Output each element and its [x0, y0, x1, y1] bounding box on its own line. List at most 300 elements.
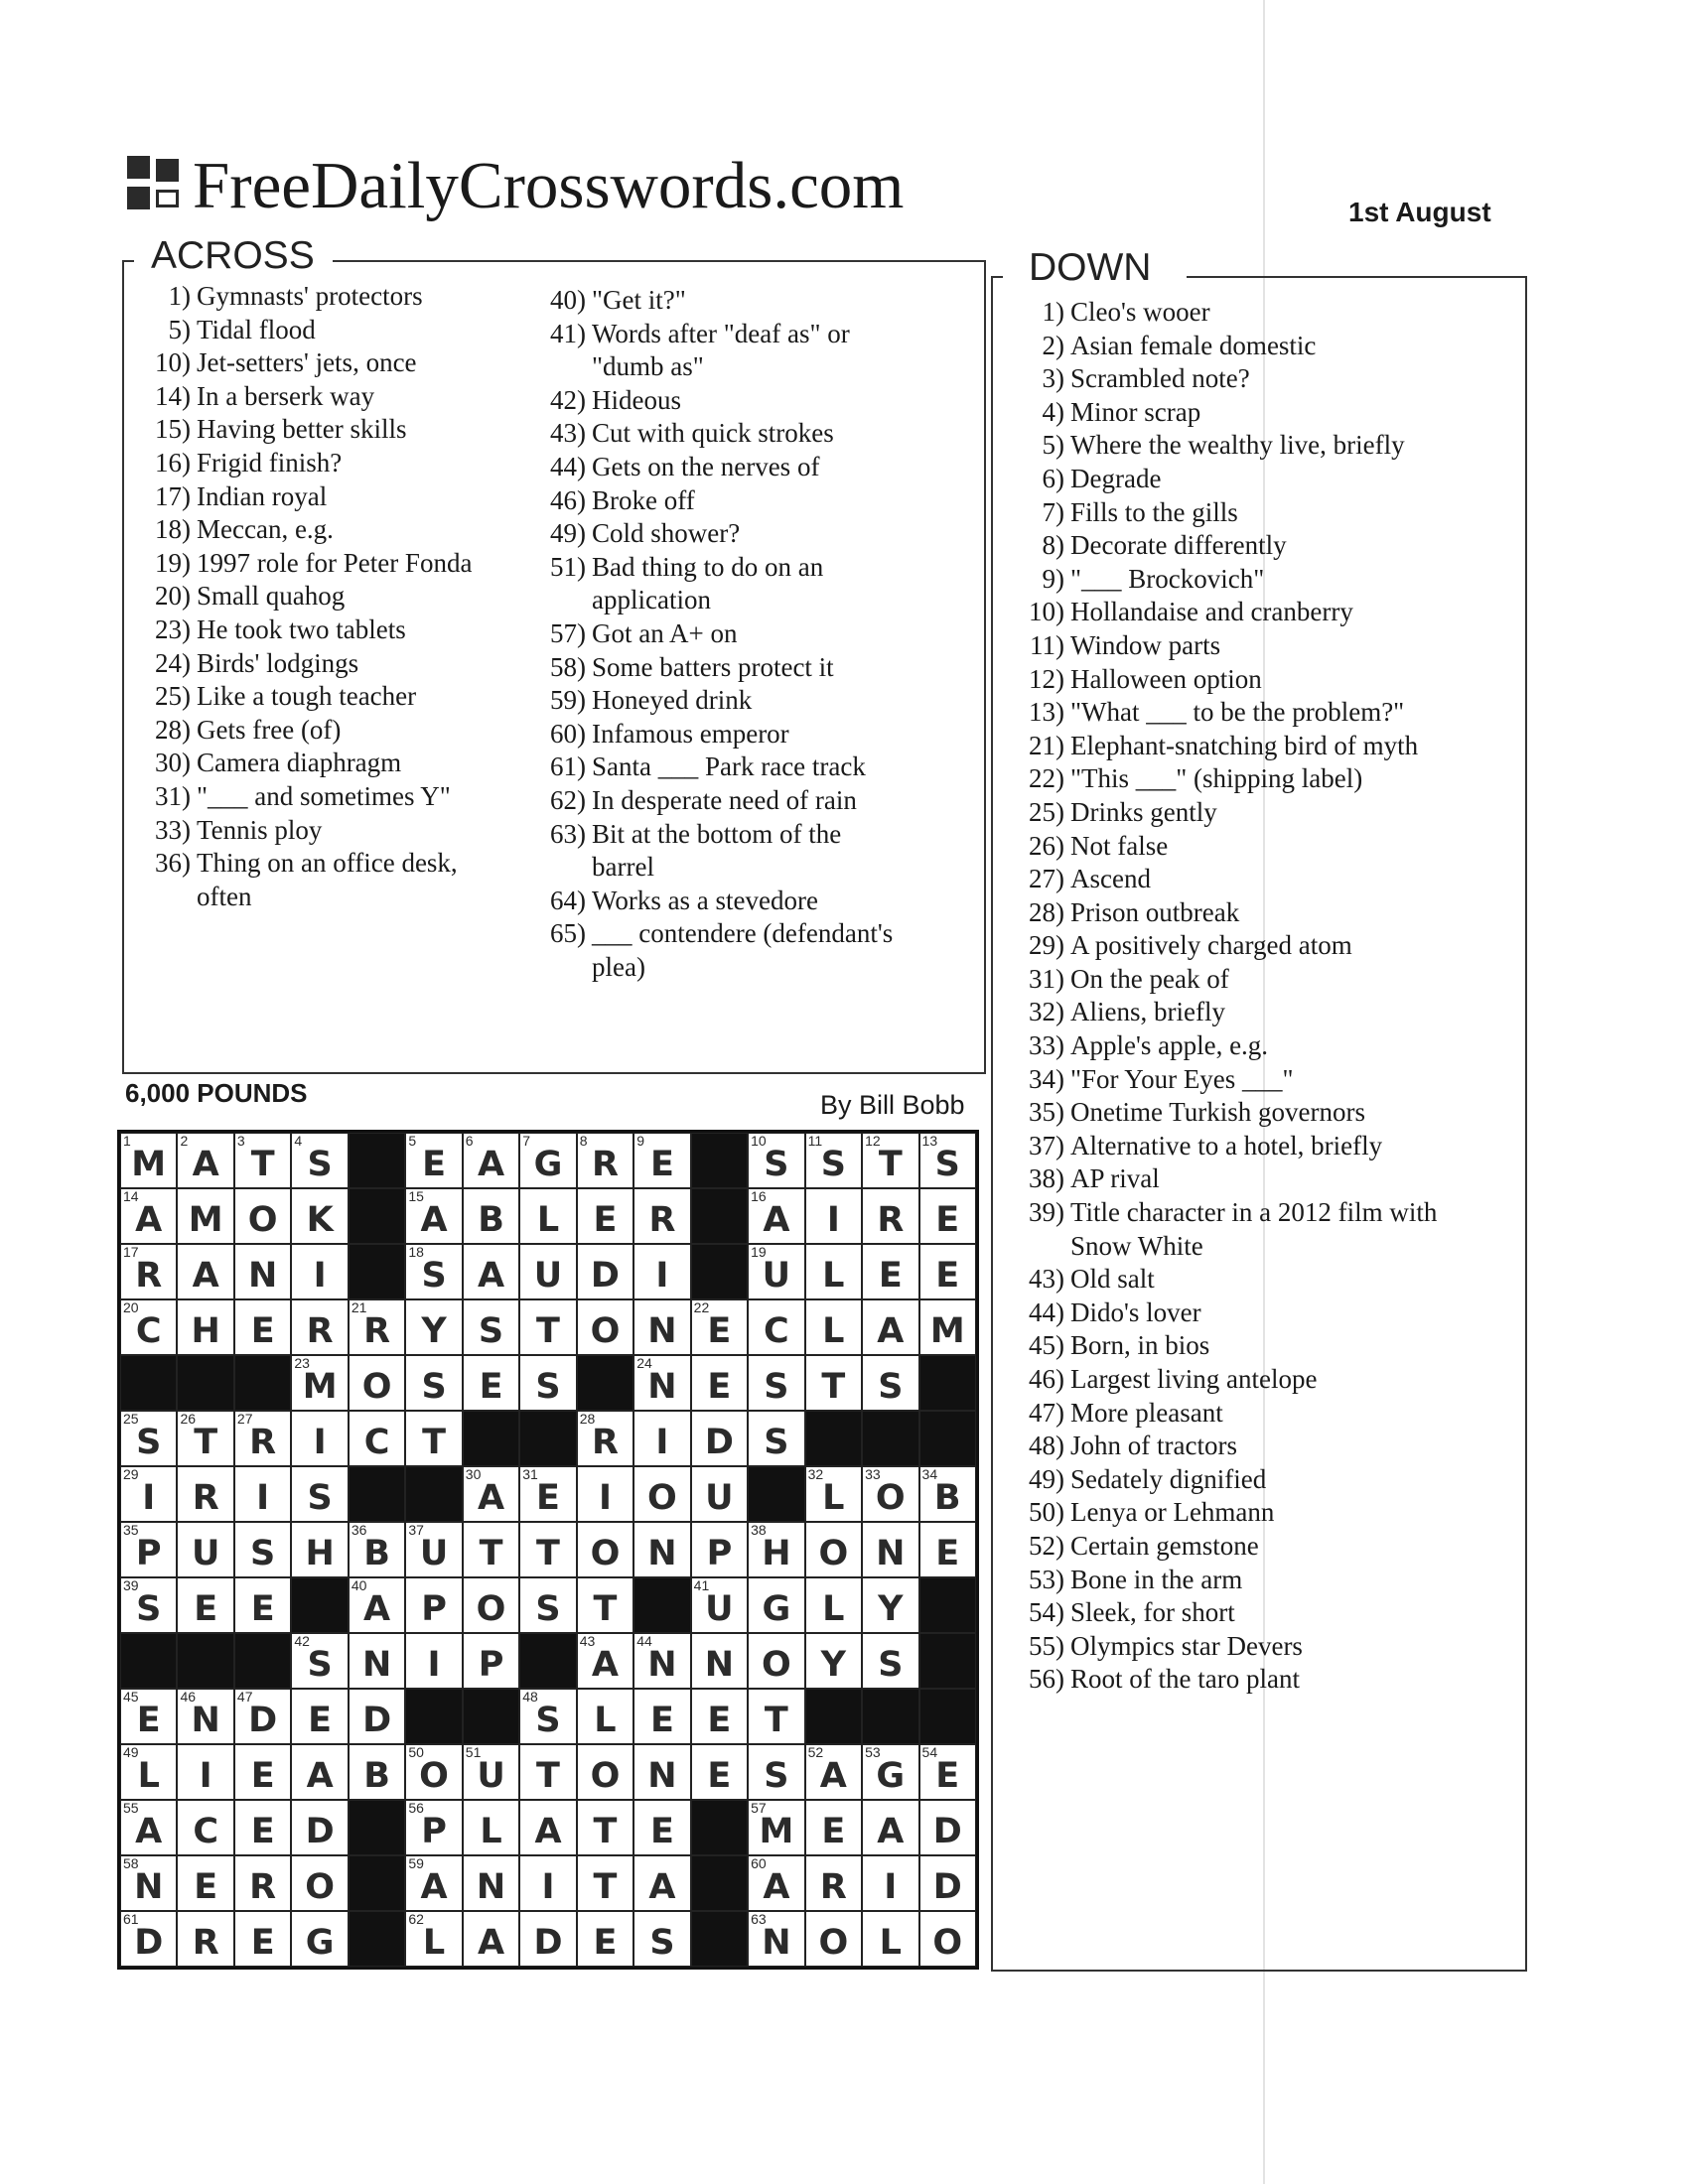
cell-letter: O	[476, 1589, 506, 1629]
grid-cell	[805, 1355, 862, 1411]
grid-cell	[805, 1633, 862, 1689]
cell-letter: O	[932, 1923, 963, 1963]
clue-text-cont: plea)	[592, 951, 645, 982]
grid-cell	[234, 1744, 291, 1800]
cell-letter: E	[250, 1812, 275, 1851]
clue-number: 31)	[1029, 963, 1064, 994]
cell-letter: E	[250, 1756, 275, 1796]
clue-continuation	[544, 851, 893, 885]
clue-number: 5)	[1042, 430, 1064, 461]
black-square	[349, 1466, 405, 1522]
clue-item	[544, 718, 893, 751]
cell-letter: A	[420, 1867, 448, 1907]
cell-letter: B	[363, 1534, 390, 1573]
grid-cell	[291, 1411, 348, 1466]
black-square	[349, 1244, 405, 1299]
cell-letter: N	[647, 1534, 677, 1573]
grid-cell	[177, 1299, 233, 1355]
cell-number: 5	[408, 1133, 417, 1149]
cell-number: 46	[180, 1689, 197, 1705]
cell-letter: O	[419, 1756, 449, 1796]
cell-letter: U	[705, 1478, 734, 1518]
cell-letter: H	[762, 1534, 791, 1573]
cell-letter: R	[249, 1867, 277, 1907]
black-square	[349, 1800, 405, 1855]
grid-cell	[577, 1689, 633, 1744]
cell-letter: I	[598, 1478, 612, 1518]
cell-letter: H	[191, 1311, 220, 1351]
clue-text: Broke off	[592, 484, 695, 515]
cell-letter: A	[135, 1200, 163, 1240]
grid-cell	[120, 1744, 177, 1800]
clue-item	[1023, 1130, 1437, 1163]
clue-item	[1023, 1397, 1437, 1431]
clue-number: 43)	[550, 418, 586, 449]
clue-number: 62)	[550, 784, 586, 815]
cell-letter: D	[305, 1812, 335, 1851]
grid-cell	[577, 1466, 633, 1522]
cell-letter: R	[135, 1256, 163, 1296]
clue-text: Tidal flood	[197, 314, 316, 344]
grid-cell	[234, 1188, 291, 1244]
cell-letter: H	[305, 1534, 335, 1573]
clue-item	[1023, 1564, 1437, 1597]
clue-text: Onetime Turkish governors	[1070, 1097, 1365, 1128]
grid-cell	[405, 1299, 462, 1355]
cell-letter: M	[131, 1145, 167, 1184]
cell-letter: A	[877, 1812, 905, 1851]
black-square	[919, 1411, 976, 1466]
grid-cell	[463, 1522, 519, 1577]
grid-cell	[463, 1466, 519, 1522]
grid-cell	[234, 1800, 291, 1855]
cell-letter: T	[878, 1145, 903, 1184]
clue-number: 34)	[1029, 1063, 1064, 1094]
grid-cell	[633, 1188, 690, 1244]
grid-cell	[519, 1244, 576, 1299]
clue-item	[544, 417, 893, 451]
grid-cell	[577, 1911, 633, 1967]
black-square	[805, 1411, 862, 1466]
clue-text: Cold shower?	[592, 518, 741, 549]
grid-cell	[177, 1855, 233, 1911]
cell-letter: A	[477, 1145, 505, 1184]
cell-letter: S	[136, 1589, 162, 1629]
clue-number: 55)	[1029, 1630, 1064, 1661]
grid-cell	[519, 1188, 576, 1244]
cell-letter: O	[590, 1756, 621, 1796]
clue-text: Cleo's wooer	[1070, 297, 1210, 327]
clue-text: Gymnasts' protectors	[197, 281, 423, 311]
grid-cell	[177, 1133, 233, 1188]
cell-letter: E	[250, 1923, 275, 1963]
clue-text: Having better skills	[197, 414, 407, 445]
black-square	[405, 1689, 462, 1744]
clue-item	[544, 318, 893, 351]
cell-letter: E	[935, 1256, 960, 1296]
clue-text: Halloween option	[1070, 663, 1262, 694]
cell-letter: P	[478, 1645, 504, 1685]
cell-number: 62	[408, 1911, 424, 1927]
cell-letter: I	[313, 1256, 327, 1296]
grid-cell	[234, 1522, 291, 1577]
grid-cell	[691, 1466, 748, 1522]
clue-text: Scrambled note?	[1070, 363, 1250, 394]
grid-cell	[862, 1133, 918, 1188]
clue-text: Not false	[1070, 830, 1169, 861]
cell-letter: I	[199, 1756, 212, 1796]
cell-letter: U	[477, 1756, 505, 1796]
cell-letter: E	[136, 1701, 161, 1740]
grid-cell	[291, 1633, 348, 1689]
cell-number: 13	[921, 1133, 938, 1149]
grid-cell	[519, 1522, 576, 1577]
grid-cell	[919, 1299, 976, 1355]
clue-item	[149, 480, 472, 514]
clue-number: 14)	[155, 380, 191, 411]
cell-letter: I	[256, 1478, 270, 1518]
clue-item	[1023, 1297, 1437, 1330]
grid-cell	[919, 1188, 976, 1244]
grid-cell	[519, 1299, 576, 1355]
clue-number: 10)	[155, 347, 191, 378]
grid-cell	[748, 1299, 804, 1355]
black-square	[691, 1133, 748, 1188]
clue-item	[1023, 396, 1437, 430]
clue-item	[149, 580, 472, 614]
black-square	[349, 1188, 405, 1244]
black-square	[519, 1633, 576, 1689]
clue-number: 47)	[1029, 1397, 1064, 1428]
clue-text: Jet-setters' jets, once	[197, 347, 417, 378]
clue-item	[1023, 1463, 1437, 1497]
cell-letter: A	[648, 1867, 676, 1907]
clue-item	[1023, 963, 1437, 997]
cell-letter: S	[764, 1367, 789, 1407]
grid-cell	[177, 1411, 233, 1466]
cell-letter: A	[477, 1256, 505, 1296]
grid-cell	[577, 1188, 633, 1244]
cell-letter: T	[593, 1589, 618, 1629]
cell-letter: N	[762, 1923, 791, 1963]
cell-letter: A	[135, 1812, 163, 1851]
clue-text-cont: application	[592, 585, 711, 615]
cell-number: 54	[921, 1744, 938, 1760]
clue-continuation	[544, 584, 893, 617]
cell-letter: D	[362, 1701, 392, 1740]
grid-cell	[748, 1855, 804, 1911]
clue-item	[544, 517, 893, 551]
clue-text: Old salt	[1070, 1264, 1155, 1295]
clue-number: 44)	[550, 451, 586, 481]
black-square	[463, 1411, 519, 1466]
clue-text: Hideous	[592, 384, 681, 415]
black-square	[805, 1689, 862, 1744]
clue-text: Aliens, briefly	[1070, 997, 1225, 1027]
cell-letter: P	[421, 1589, 447, 1629]
cell-letter: O	[875, 1478, 906, 1518]
grid-cell	[519, 1577, 576, 1633]
grid-cell	[291, 1522, 348, 1577]
clue-number: 49)	[1029, 1463, 1064, 1494]
black-square	[234, 1355, 291, 1411]
clue-item	[1023, 529, 1437, 563]
black-square	[919, 1689, 976, 1744]
grid-cell	[405, 1133, 462, 1188]
clue-text-cont: "dumb as"	[592, 351, 704, 382]
clue-number: 50)	[1029, 1497, 1064, 1528]
clue-item	[544, 784, 893, 818]
grid-cell	[805, 1577, 862, 1633]
cell-letter: I	[427, 1645, 441, 1685]
cell-letter: E	[422, 1145, 447, 1184]
grid-cell	[919, 1744, 976, 1800]
cell-number: 3	[236, 1133, 245, 1149]
clue-number: 21)	[1029, 730, 1064, 760]
clue-text: Frigid finish?	[197, 447, 343, 478]
black-square	[405, 1466, 462, 1522]
black-square	[463, 1689, 519, 1744]
grid-cell	[805, 1133, 862, 1188]
clue-item	[1023, 429, 1437, 463]
grid-cell	[463, 1299, 519, 1355]
clue-number: 23)	[155, 614, 191, 644]
cell-number: 38	[751, 1522, 767, 1538]
clue-item	[1023, 1496, 1437, 1530]
cell-letter: L	[822, 1256, 845, 1296]
clue-text: Where the wealthy live, briefly	[1070, 430, 1405, 461]
clue-item	[1023, 596, 1437, 629]
cell-letter: P	[135, 1534, 162, 1573]
clue-text: Camera diaphragm	[197, 748, 402, 778]
clue-number: 56)	[1029, 1664, 1064, 1695]
clue-item	[544, 684, 893, 718]
cell-letter: B	[363, 1756, 390, 1796]
clue-number: 5)	[168, 314, 191, 344]
clue-item	[544, 617, 893, 651]
cell-number: 50	[408, 1744, 424, 1760]
cell-number: 36	[351, 1522, 367, 1538]
grid-cell	[691, 1299, 748, 1355]
grid-cell	[805, 1466, 862, 1522]
grid-cell	[405, 1911, 462, 1967]
cell-letter: I	[541, 1867, 555, 1907]
cell-letter: D	[704, 1423, 734, 1462]
clue-text: Small quahog	[197, 581, 346, 612]
grid-cell	[291, 1188, 348, 1244]
clue-text: Bone in the arm	[1070, 1564, 1243, 1594]
clue-text: Ascend	[1070, 864, 1151, 894]
clue-number: 64)	[550, 885, 586, 915]
black-square	[919, 1355, 976, 1411]
cell-number: 1	[123, 1133, 131, 1149]
cell-letter: G	[533, 1145, 563, 1184]
black-square	[748, 1466, 804, 1522]
grid-cell	[919, 1133, 976, 1188]
grid-cell	[633, 1800, 690, 1855]
cell-letter: Y	[878, 1589, 904, 1629]
cell-number: 56	[408, 1800, 424, 1816]
cell-letter: O	[247, 1200, 278, 1240]
cell-letter: S	[878, 1645, 904, 1685]
cell-number: 9	[636, 1133, 644, 1149]
cell-letter: S	[878, 1367, 904, 1407]
cell-letter: D	[932, 1867, 962, 1907]
clue-item	[544, 818, 893, 852]
cell-letter: U	[419, 1534, 449, 1573]
clue-item	[1023, 1063, 1437, 1097]
cell-letter: A	[819, 1756, 847, 1796]
cell-number: 51	[465, 1744, 482, 1760]
cell-letter: O	[590, 1311, 621, 1351]
clue-number: 3)	[1042, 363, 1064, 394]
grid-cell	[805, 1188, 862, 1244]
cell-number: 20	[123, 1299, 139, 1315]
cell-number: 11	[807, 1133, 823, 1149]
cell-letter: D	[134, 1923, 164, 1963]
clue-item	[1023, 362, 1437, 396]
cell-number: 31	[522, 1466, 538, 1482]
cell-letter: D	[248, 1701, 278, 1740]
clue-item	[149, 814, 472, 848]
grid-cell	[691, 1689, 748, 1744]
grid-cell	[577, 1633, 633, 1689]
black-square	[177, 1355, 233, 1411]
clue-item	[149, 547, 472, 581]
grid-cell	[291, 1911, 348, 1967]
clue-text: Degrade	[1070, 463, 1162, 493]
clue-text: A positively charged atom	[1070, 930, 1352, 961]
clue-number: 39)	[1029, 1197, 1064, 1228]
cell-letter: T	[536, 1534, 560, 1573]
clue-text: Thing on an office desk,	[197, 848, 458, 879]
cell-letter: A	[591, 1645, 619, 1685]
clue-item	[149, 647, 472, 681]
grid-cell	[691, 1411, 748, 1466]
cell-letter: S	[421, 1367, 447, 1407]
cell-number: 10	[751, 1133, 767, 1149]
clue-number: 1)	[168, 281, 191, 311]
clue-item	[149, 447, 472, 480]
cell-letter: U	[533, 1256, 563, 1296]
grid-cell	[577, 1577, 633, 1633]
clue-text: Fills to the gills	[1070, 496, 1238, 527]
clue-item	[1023, 996, 1437, 1029]
clue-item	[1023, 762, 1437, 796]
clue-number: 61)	[550, 751, 586, 782]
clue-item	[1023, 1630, 1437, 1664]
cell-letter: M	[188, 1200, 223, 1240]
cell-letter: E	[194, 1589, 218, 1629]
clue-text: Olympics star Devers	[1070, 1630, 1303, 1661]
grid-cell	[463, 1133, 519, 1188]
cell-letter: O	[590, 1534, 621, 1573]
logo-icon	[127, 156, 181, 209]
cell-number: 29	[123, 1466, 139, 1482]
grid-cell	[748, 1522, 804, 1577]
clue-item	[149, 413, 472, 447]
grid-cell	[577, 1244, 633, 1299]
grid-cell	[805, 1299, 862, 1355]
cell-letter: S	[764, 1423, 789, 1462]
clue-text: "___ Brockovich"	[1070, 563, 1265, 594]
grid-cell	[633, 1911, 690, 1967]
clue-item	[1023, 1430, 1437, 1463]
grid-cell	[120, 1855, 177, 1911]
cell-letter: R	[363, 1311, 391, 1351]
clue-continuation	[544, 951, 893, 985]
cell-letter: C	[193, 1812, 219, 1851]
cell-letter: C	[135, 1311, 162, 1351]
grid-cell	[919, 1800, 976, 1855]
clue-text: Sedately dignified	[1070, 1463, 1267, 1494]
cell-letter: L	[822, 1589, 845, 1629]
clue-number: 25)	[1029, 796, 1064, 827]
grid-cell	[349, 1689, 405, 1744]
clue-item	[149, 280, 472, 314]
clue-text: Bit at the bottom of the	[592, 818, 842, 849]
cell-letter: S	[535, 1367, 561, 1407]
cell-letter: P	[706, 1534, 733, 1573]
black-square	[691, 1188, 748, 1244]
grid-cell	[120, 1299, 177, 1355]
grid-cell	[748, 1744, 804, 1800]
grid-cell	[291, 1855, 348, 1911]
clue-number: 15)	[155, 414, 191, 445]
cell-number: 4	[294, 1133, 303, 1149]
clue-number: 33)	[155, 814, 191, 845]
clue-number: 58)	[550, 651, 586, 682]
grid-cell	[120, 1911, 177, 1967]
clue-item	[1023, 863, 1437, 896]
clue-number: 8)	[1042, 530, 1064, 561]
cell-letter: S	[764, 1145, 789, 1184]
clue-number: 29)	[1029, 930, 1064, 961]
grid-cell	[577, 1133, 633, 1188]
grid-cell	[519, 1466, 576, 1522]
grid-cell	[862, 1855, 918, 1911]
clue-item	[1023, 1096, 1437, 1130]
grid-cell	[577, 1411, 633, 1466]
cell-number: 41	[693, 1577, 710, 1593]
cell-letter: A	[534, 1812, 562, 1851]
cell-letter: N	[248, 1256, 278, 1296]
clue-text: Cut with quick strokes	[592, 418, 834, 449]
grid-cell	[463, 1911, 519, 1967]
cell-letter: N	[476, 1867, 506, 1907]
clue-number: 25)	[155, 681, 191, 712]
clue-item	[1023, 1363, 1437, 1397]
black-square	[577, 1355, 633, 1411]
grid-cell	[234, 1577, 291, 1633]
cell-letter: E	[250, 1589, 275, 1629]
cell-letter: E	[194, 1867, 218, 1907]
clue-text: Birds' lodgings	[197, 647, 359, 678]
grid-cell	[633, 1633, 690, 1689]
black-square	[349, 1911, 405, 1967]
black-square	[349, 1133, 405, 1188]
clue-item	[1023, 1596, 1437, 1630]
clue-item	[544, 384, 893, 418]
clue-number: 45)	[1029, 1330, 1064, 1361]
clue-number: 44)	[1029, 1297, 1064, 1327]
cell-letter: E	[593, 1200, 618, 1240]
grid-cell	[463, 1244, 519, 1299]
clue-number: 63)	[550, 818, 586, 849]
cell-letter: R	[877, 1200, 905, 1240]
cell-number: 8	[579, 1133, 588, 1149]
cell-letter: S	[535, 1701, 561, 1740]
